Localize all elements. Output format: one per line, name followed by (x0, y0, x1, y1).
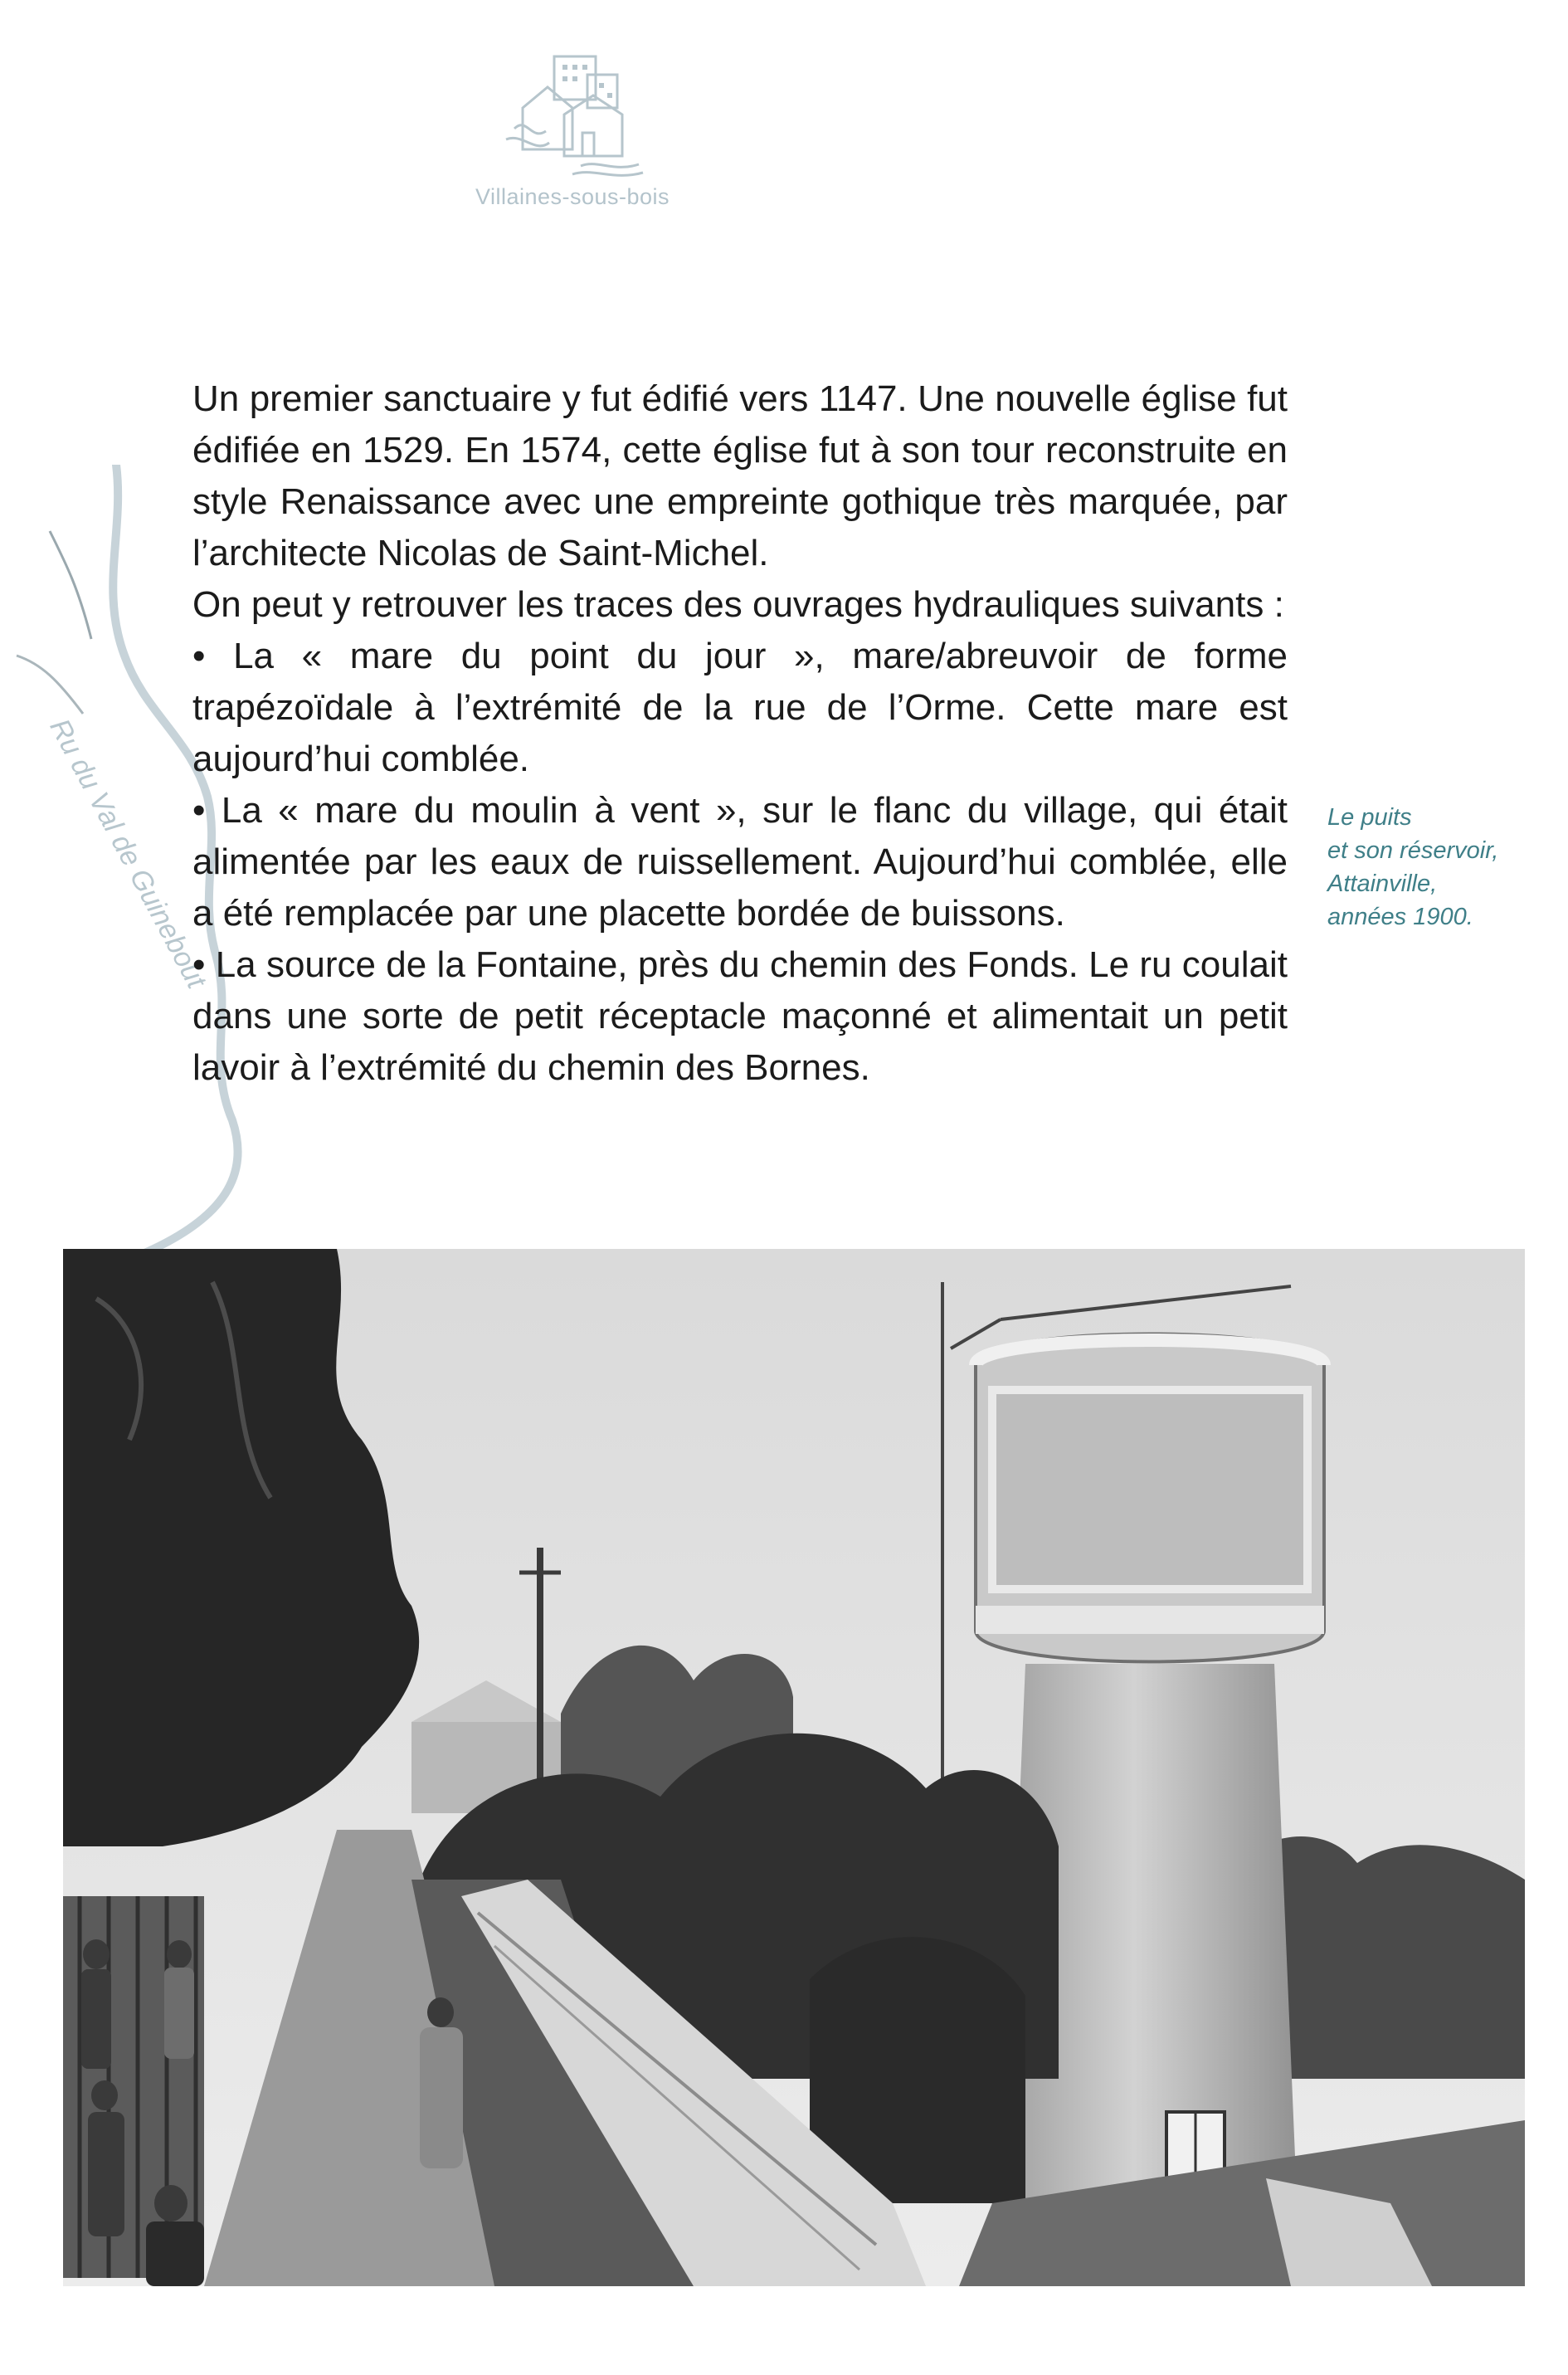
paragraph-intro: On peut y retrouver les traces des ouvrages hydrauliques suivants : (192, 584, 1284, 625)
article-body (192, 373, 1288, 1094)
bullet-source-fontaine: • La source de la Fontaine, près du chemin des Fonds. Le ru coulait dans une sorte de petit réceptacle maçonné et alimentait un petit lavoir à l’extrémité du chemin des Bornes. (192, 944, 1288, 1088)
water-tower-photo (63, 1249, 1525, 2286)
bullet-mare-point-du-jour: • La « mare du point du jour », mare/abreuvoir de forme trapézoïdale à l’extrémité de la rue de l’Orme. Cette mare est aujourd’hui comblée. (192, 636, 1288, 779)
caption-line: Attainville, (1327, 871, 1438, 897)
river-label: Ru du Val de Guinebout (43, 714, 212, 994)
village-houses-logo-icon (489, 50, 655, 183)
caption-line: et son réservoir, (1327, 837, 1499, 864)
paragraph-history: Un premier sanctuaire y fut édifié vers 1147. Une nouvelle église fut édifiée en 1529. En 1574, cette église fut à son tour reconstruite en style Renaissance avec une empreinte gothique très marquée, par l’architecte Nicolas de Saint-Michel. (192, 378, 1288, 573)
caption-line: années 1900. (1327, 904, 1473, 930)
bullet-mare-moulin-a-vent: • La « mare du moulin à vent », sur le flanc du village, qui était alimentée par les eaux de ruissellement. Aujourd’hui comblée, elle a été remplacée par une placette bordée de buissons. (192, 790, 1288, 934)
photo-caption (1327, 801, 1560, 934)
logo-caption: Villaines-sous-bois (475, 184, 670, 209)
caption-line: Le puits (1327, 804, 1412, 831)
